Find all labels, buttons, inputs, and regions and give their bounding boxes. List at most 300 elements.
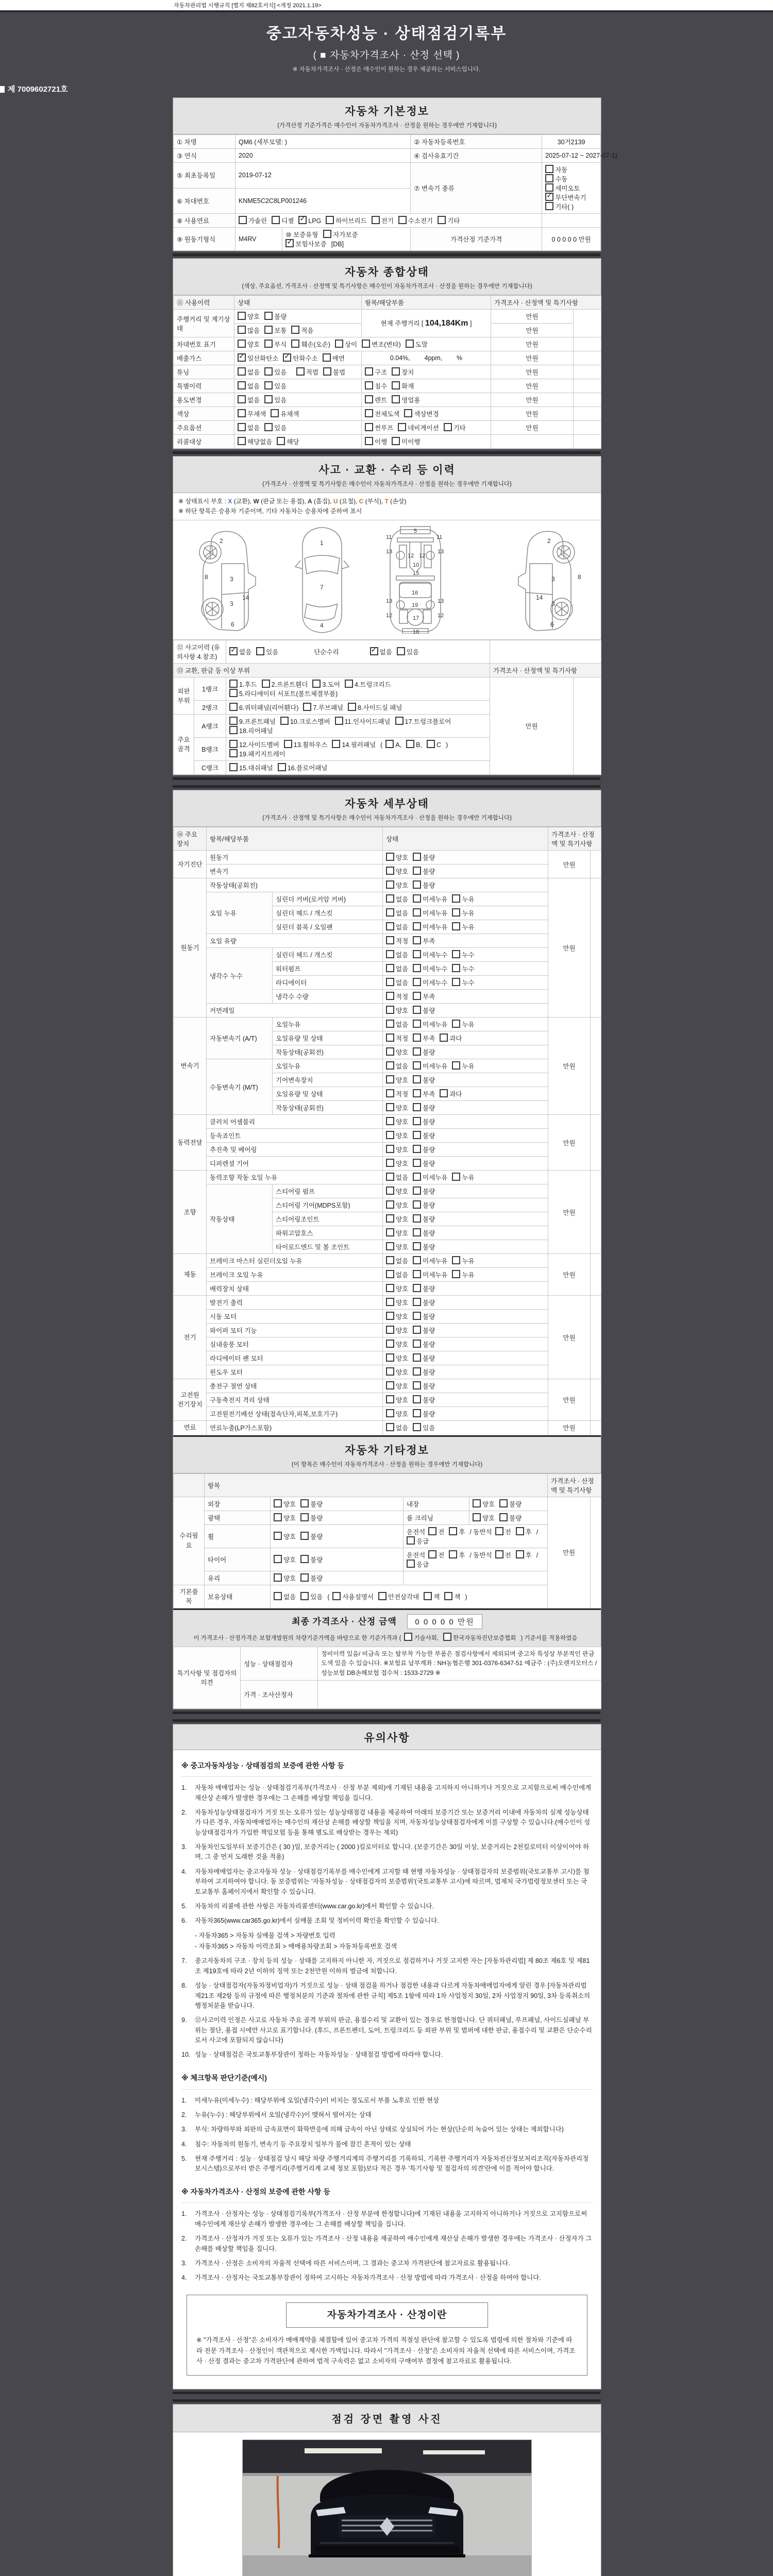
- checkbox[interactable]: [452, 1020, 460, 1028]
- checkbox[interactable]: [386, 1061, 394, 1070]
- checkbox-label: 없음: [247, 383, 260, 390]
- checkbox[interactable]: [296, 367, 305, 376]
- check-option: [264, 381, 287, 391]
- checkbox[interactable]: [386, 1395, 394, 1403]
- checkbox-label: 양호: [396, 1230, 409, 1238]
- checkbox-label: 전: [505, 1551, 511, 1559]
- simple-repair-label: 단순수리: [314, 649, 339, 656]
- checkbox[interactable]: [413, 867, 421, 875]
- checkbox[interactable]: [545, 202, 553, 210]
- checkbox[interactable]: [238, 312, 246, 320]
- checkbox[interactable]: [372, 216, 380, 224]
- checkbox[interactable]: [386, 1089, 394, 1097]
- checkbox[interactable]: [238, 353, 246, 362]
- checkbox[interactable]: [300, 1513, 309, 1521]
- checkbox[interactable]: [545, 183, 553, 192]
- checkbox[interactable]: [300, 1532, 309, 1540]
- field-label: ① 차명: [174, 135, 236, 149]
- overall-state-table: [173, 295, 601, 449]
- checkbox[interactable]: [365, 423, 373, 431]
- checkbox[interactable]: [413, 1159, 421, 1167]
- checkbox[interactable]: [413, 992, 421, 1000]
- checkbox[interactable]: [395, 717, 404, 725]
- checkbox[interactable]: [277, 437, 285, 445]
- checkbox[interactable]: [229, 647, 238, 655]
- checkbox[interactable]: [424, 1592, 432, 1600]
- checkbox[interactable]: [386, 1103, 394, 1111]
- checkbox[interactable]: [229, 726, 238, 734]
- checkbox-label: 양호: [482, 1514, 495, 1522]
- check-option: [300, 1592, 323, 1601]
- checkbox[interactable]: [398, 423, 406, 431]
- checkbox[interactable]: [278, 763, 286, 771]
- checkbox[interactable]: [264, 340, 273, 348]
- svg-text:12: 12: [408, 553, 414, 560]
- state-options: [383, 1184, 548, 1198]
- checkbox-label: 불량: [423, 1299, 435, 1307]
- checkbox[interactable]: [386, 978, 394, 986]
- checkbox[interactable]: [271, 409, 279, 417]
- checkbox[interactable]: [397, 647, 405, 655]
- checkbox[interactable]: [348, 703, 356, 711]
- check-option: [386, 1353, 408, 1363]
- checkbox[interactable]: [440, 1089, 448, 1097]
- checkbox[interactable]: [274, 1555, 282, 1563]
- checkbox[interactable]: [264, 423, 273, 431]
- table-row: [174, 1296, 601, 1310]
- checkbox[interactable]: [413, 1270, 421, 1278]
- checkbox[interactable]: [238, 340, 246, 348]
- checkbox[interactable]: [323, 367, 331, 376]
- checkbox[interactable]: [386, 950, 394, 958]
- checkbox[interactable]: [291, 326, 299, 334]
- checkbox-label: 불량: [423, 1105, 435, 1112]
- table-row: [174, 296, 601, 310]
- checkbox[interactable]: [300, 1499, 309, 1507]
- checkbox[interactable]: [386, 1033, 394, 1042]
- item-label: 등속죠인트: [207, 1129, 383, 1143]
- checkbox-label: 16.플로어패널: [287, 765, 328, 772]
- check-option: [386, 1187, 408, 1196]
- checkbox[interactable]: [264, 395, 273, 403]
- check-option: [386, 936, 408, 945]
- svg-text:16: 16: [412, 590, 418, 597]
- checkbox-label: 누유: [462, 1021, 475, 1029]
- checkbox[interactable]: [386, 1423, 394, 1431]
- checkbox[interactable]: [413, 964, 421, 972]
- checkbox-label: 없음: [396, 1425, 409, 1432]
- checkbox[interactable]: [407, 1536, 415, 1545]
- checkbox[interactable]: [386, 1187, 394, 1195]
- checkbox[interactable]: [413, 1381, 421, 1389]
- fuel-options: [235, 214, 542, 228]
- checkbox[interactable]: [452, 908, 460, 917]
- check-option: [545, 193, 586, 202]
- checkbox-label: 잭: [433, 1593, 440, 1601]
- field-label: ⑨ 원동기형식: [174, 228, 236, 251]
- checkbox[interactable]: [499, 1499, 508, 1507]
- checkbox[interactable]: [274, 1573, 282, 1582]
- checkbox[interactable]: [413, 1284, 421, 1292]
- checkbox[interactable]: [386, 894, 394, 903]
- checkbox[interactable]: [291, 340, 299, 348]
- check-option: [274, 1499, 296, 1509]
- checkbox[interactable]: [238, 381, 246, 389]
- other-info-table: [173, 1473, 601, 1608]
- option-text: / 동반석: [469, 1528, 492, 1536]
- checkbox[interactable]: [386, 1006, 394, 1014]
- checkbox[interactable]: [386, 1075, 394, 1083]
- checkbox[interactable]: [452, 964, 460, 972]
- checkbox[interactable]: [298, 216, 307, 224]
- checkbox[interactable]: [386, 936, 394, 944]
- checkbox[interactable]: [413, 1006, 421, 1014]
- checkbox[interactable]: [413, 978, 421, 986]
- check-option: [424, 1592, 440, 1601]
- checkbox[interactable]: [385, 740, 394, 748]
- checkbox[interactable]: [256, 647, 264, 655]
- checkbox[interactable]: [413, 1256, 421, 1264]
- checkbox[interactable]: [452, 894, 460, 903]
- checkbox[interactable]: [413, 1228, 421, 1236]
- symbol-A: A: [308, 498, 312, 505]
- checkbox[interactable]: [284, 740, 292, 748]
- checkbox[interactable]: [413, 1214, 421, 1223]
- checkbox-label: 17.트렁크플로어: [405, 718, 451, 726]
- checkbox[interactable]: [392, 381, 400, 389]
- checkbox[interactable]: [413, 1312, 421, 1320]
- state-options: [383, 1282, 548, 1296]
- checkbox-label: 양호: [396, 1341, 409, 1349]
- checkbox[interactable]: [413, 1423, 421, 1431]
- check-option: [386, 1312, 408, 1321]
- checkbox[interactable]: [264, 326, 273, 334]
- checkbox[interactable]: [428, 1527, 436, 1535]
- checkbox[interactable]: [386, 1117, 394, 1125]
- table-row: [174, 1310, 601, 1324]
- checkbox[interactable]: [413, 936, 421, 944]
- exchange-header: ⑬ 교환, 판금 등 이상 부위: [174, 664, 490, 677]
- checkbox[interactable]: [413, 1033, 421, 1042]
- check-option: [229, 703, 298, 712]
- checkbox[interactable]: [386, 1353, 394, 1362]
- checkbox[interactable]: [386, 1020, 394, 1028]
- checkbox-label: 불량: [423, 1327, 435, 1335]
- checkbox[interactable]: [272, 216, 280, 224]
- svg-text:18: 18: [413, 629, 419, 634]
- check-option: [238, 326, 260, 335]
- checkbox[interactable]: [406, 340, 414, 348]
- checkbox[interactable]: [264, 381, 273, 389]
- checkbox[interactable]: [323, 230, 331, 238]
- checkbox[interactable]: [413, 894, 421, 903]
- row-label: 리콜대상: [174, 435, 234, 449]
- checkbox[interactable]: [370, 647, 378, 655]
- checkbox[interactable]: [413, 1117, 421, 1125]
- check-option: [386, 1145, 408, 1154]
- checkbox[interactable]: [452, 1061, 460, 1070]
- check-option: [386, 964, 408, 973]
- checkbox[interactable]: [386, 1298, 394, 1306]
- checkbox[interactable]: [386, 1145, 394, 1153]
- checkbox[interactable]: [229, 763, 238, 771]
- checkbox[interactable]: [452, 1173, 460, 1181]
- check-option: [413, 936, 435, 945]
- checkbox[interactable]: [386, 908, 394, 917]
- checkbox[interactable]: [365, 409, 373, 417]
- check-option: [406, 340, 428, 349]
- checkbox[interactable]: [335, 340, 343, 348]
- checkbox[interactable]: [386, 1381, 394, 1389]
- checkbox[interactable]: [413, 1089, 421, 1097]
- checkbox[interactable]: [404, 409, 412, 417]
- checkbox[interactable]: [392, 395, 400, 403]
- checkbox[interactable]: [238, 423, 246, 431]
- checkbox[interactable]: [386, 922, 394, 930]
- checkbox[interactable]: [413, 1075, 421, 1083]
- checkbox[interactable]: [398, 216, 407, 224]
- checkbox[interactable]: [300, 1573, 309, 1582]
- checkbox[interactable]: [386, 1242, 394, 1250]
- checkbox[interactable]: [413, 1200, 421, 1209]
- checkbox[interactable]: [378, 1592, 386, 1600]
- check-option: [398, 216, 433, 225]
- checkbox[interactable]: [413, 880, 421, 889]
- checkbox[interactable]: [238, 326, 246, 334]
- price-note: 만원: [548, 1254, 591, 1296]
- check-option: [238, 409, 266, 418]
- final-price-note: [173, 1633, 601, 1642]
- checkbox-label: 누유: [462, 1272, 475, 1279]
- check-option: [386, 1340, 408, 1349]
- checkbox[interactable]: [495, 1527, 503, 1535]
- checkbox[interactable]: [452, 1256, 460, 1264]
- checkbox[interactable]: [516, 1550, 524, 1558]
- checkbox[interactable]: [413, 1103, 421, 1111]
- checkbox[interactable]: [545, 174, 553, 182]
- checkbox[interactable]: [365, 381, 373, 389]
- checkbox[interactable]: [413, 1298, 421, 1306]
- state-options: [383, 1171, 548, 1184]
- checkbox[interactable]: [345, 680, 353, 688]
- checkbox-label: 미세누수: [423, 965, 448, 973]
- check-option: [386, 1409, 408, 1418]
- checkbox[interactable]: [229, 740, 238, 748]
- checkbox[interactable]: [413, 853, 421, 861]
- checkbox[interactable]: [413, 1173, 421, 1181]
- checkbox[interactable]: [452, 950, 460, 958]
- check-option: [413, 1020, 447, 1029]
- table-row: [174, 1282, 601, 1296]
- checkbox[interactable]: [413, 1353, 421, 1362]
- check-option: [386, 1423, 408, 1432]
- check-option: [238, 367, 260, 377]
- check-option: [413, 1173, 447, 1182]
- checkbox[interactable]: [386, 880, 394, 889]
- checkbox[interactable]: [386, 853, 394, 861]
- checkbox[interactable]: [406, 740, 414, 748]
- checkbox[interactable]: [407, 1560, 415, 1568]
- checkbox[interactable]: [229, 680, 238, 688]
- check-option: [428, 1550, 444, 1560]
- item-label: 브레이크 마스터 실린더오일 누유: [207, 1254, 383, 1268]
- checkbox[interactable]: [413, 1409, 421, 1417]
- checkbox[interactable]: [238, 367, 246, 376]
- checkbox[interactable]: [473, 1499, 481, 1507]
- checkbox-label: 기타: [447, 217, 460, 225]
- check-option: [291, 326, 313, 335]
- checkbox[interactable]: [229, 717, 238, 725]
- checkbox[interactable]: [229, 689, 238, 697]
- checkbox[interactable]: [274, 1592, 282, 1600]
- checkbox[interactable]: [386, 1200, 394, 1209]
- check-option: [238, 353, 278, 363]
- checkbox[interactable]: [545, 165, 553, 173]
- checkbox[interactable]: [362, 340, 370, 348]
- checkbox[interactable]: [452, 1270, 460, 1278]
- state-options: [234, 421, 362, 435]
- checkbox[interactable]: [413, 1340, 421, 1348]
- checkbox[interactable]: [303, 703, 311, 711]
- checkbox[interactable]: [386, 1047, 394, 1056]
- checkbox[interactable]: [229, 703, 238, 711]
- checkbox[interactable]: [386, 964, 394, 972]
- checkbox[interactable]: [386, 1159, 394, 1167]
- check-option: [386, 853, 408, 862]
- check-option: [238, 381, 260, 391]
- notice-item: 4. 자동차매매업자는 중고자동차 성능 · 상태점검기록부를 매수인에게 고지할 때 현행 자동차성능 · 상태점검자의 보증범위(국토교통부 고시)를 첨부하여 고지하여야 합니다. 동 보증범위는 '자동차성능 · 상태점검자의 보증범위'(국토교통부 고시)에 따르며, 법제처 국가법령정보센터 또는 국토교통부 홈페이지에서 확인할 수 있습니다.: [181, 1868, 590, 1895]
- checkbox[interactable]: [386, 1173, 394, 1181]
- checkbox[interactable]: [443, 1633, 451, 1641]
- checkbox[interactable]: [413, 1061, 421, 1070]
- checkbox[interactable]: [413, 908, 421, 917]
- checkbox[interactable]: [386, 1228, 394, 1236]
- legend-symbols: ※ 상태표시 부호 : X (교환), W (판금 또는 용접), A (흠집), U (요철), C (부식), T (손상): [178, 498, 407, 505]
- checkbox[interactable]: [386, 1367, 394, 1376]
- checkbox[interactable]: [229, 749, 238, 757]
- table-row: [174, 1524, 601, 1548]
- checkbox[interactable]: [262, 680, 270, 688]
- checkbox[interactable]: [274, 1499, 282, 1507]
- item-label: 라디에이터 팬 모터: [207, 1351, 383, 1365]
- checkbox[interactable]: [427, 740, 435, 748]
- checkbox[interactable]: [264, 312, 273, 320]
- checkbox[interactable]: [499, 1513, 508, 1521]
- checkbox[interactable]: [238, 437, 246, 445]
- checkbox[interactable]: [428, 1550, 436, 1558]
- option-text: 이 가격조사 · 산정가격은 보험개발원의 차량기준가액을 바탕으로 한 기준가격과 (: [193, 1635, 401, 1641]
- checkbox[interactable]: [392, 437, 400, 445]
- checkbox[interactable]: [335, 717, 343, 725]
- checkbox[interactable]: [238, 409, 246, 417]
- checkbox[interactable]: [326, 216, 334, 224]
- checkbox[interactable]: [413, 1187, 421, 1195]
- photos-area: [173, 2432, 601, 2576]
- inspector-opinion-text: 정비이력 있음/ 비금속 또는 탈부착 가능한 부품은 점검사항에서 제외되며 중고차 특성상 부분적인 판금도색 있을 수 있습니다. ※보험료 납부계좌 : NH농협은행 301-0376-6347-51 예금주 : (주)오렌지모터스 / 성능보험 DB손해보험 접수처 : 1533-2729 ※: [318, 1647, 601, 1680]
- checkbox[interactable]: [545, 193, 553, 201]
- checkbox[interactable]: [413, 950, 421, 958]
- checkbox[interactable]: [413, 1326, 421, 1334]
- device-group: 원동기: [174, 878, 207, 1018]
- checkbox[interactable]: [365, 395, 373, 403]
- checkbox[interactable]: [332, 1592, 341, 1600]
- check-option: [332, 740, 376, 749]
- checkbox[interactable]: [386, 1326, 394, 1334]
- table-row: [174, 1511, 601, 1524]
- checkbox[interactable]: [300, 1555, 309, 1563]
- checkbox[interactable]: [444, 423, 452, 431]
- checkbox[interactable]: [283, 353, 291, 362]
- device-group: 고전원 전기장치: [174, 1379, 207, 1421]
- row-label: 특별이력: [174, 379, 234, 393]
- checkbox[interactable]: [300, 1592, 309, 1600]
- checkbox[interactable]: [413, 1367, 421, 1376]
- checkbox[interactable]: [386, 1214, 394, 1223]
- checkbox-label: 없음: [396, 910, 409, 918]
- check-option: [413, 1326, 435, 1335]
- checkbox[interactable]: [386, 867, 394, 875]
- checkbox[interactable]: [365, 367, 373, 376]
- checkbox[interactable]: [452, 978, 460, 986]
- item-label: 고전원전기배선 상태(접속단자,피복,보호기구): [207, 1407, 383, 1421]
- checkbox[interactable]: [386, 1256, 394, 1264]
- checkbox[interactable]: [274, 1532, 282, 1540]
- checkbox[interactable]: [238, 395, 246, 403]
- checkbox[interactable]: [386, 1340, 394, 1348]
- checkbox[interactable]: [386, 1270, 394, 1278]
- checkbox[interactable]: [323, 353, 331, 362]
- checkbox[interactable]: [392, 367, 400, 376]
- checkbox[interactable]: [413, 1242, 421, 1250]
- checkbox[interactable]: [386, 1312, 394, 1320]
- checkbox[interactable]: [413, 1047, 421, 1056]
- checkbox[interactable]: [449, 1527, 457, 1535]
- checkbox[interactable]: [413, 1145, 421, 1153]
- checkbox[interactable]: [332, 740, 340, 748]
- checkbox[interactable]: [449, 1550, 457, 1558]
- table-row: [174, 1393, 601, 1407]
- checkbox[interactable]: [444, 1592, 452, 1600]
- check-option: [452, 950, 474, 959]
- checkbox[interactable]: [516, 1527, 524, 1535]
- checkbox[interactable]: [495, 1550, 503, 1558]
- checkbox-label: 미세누유: [423, 1174, 448, 1182]
- checkbox[interactable]: [239, 216, 247, 224]
- checkbox[interactable]: [365, 437, 373, 445]
- checkbox[interactable]: [386, 1284, 394, 1292]
- checkbox[interactable]: [438, 216, 446, 224]
- check-option: [495, 1550, 511, 1560]
- checkbox[interactable]: [280, 717, 289, 725]
- checkbox[interactable]: [440, 1033, 448, 1042]
- basic-info-header: [173, 98, 601, 134]
- checkbox[interactable]: [264, 367, 273, 376]
- checkbox[interactable]: [386, 1131, 394, 1139]
- checkbox[interactable]: [274, 1513, 282, 1521]
- checkbox[interactable]: [312, 680, 321, 688]
- checkbox[interactable]: [386, 992, 394, 1000]
- checkbox[interactable]: [473, 1513, 481, 1521]
- checkbox[interactable]: [404, 1633, 412, 1641]
- checkbox[interactable]: [413, 1020, 421, 1028]
- check-option: [413, 1089, 435, 1098]
- checkbox[interactable]: [413, 1395, 421, 1403]
- checkbox[interactable]: [452, 922, 460, 930]
- checkbox[interactable]: [285, 239, 294, 247]
- checkbox[interactable]: [413, 1131, 421, 1139]
- checkbox[interactable]: [413, 922, 421, 930]
- checkbox[interactable]: [386, 1409, 394, 1417]
